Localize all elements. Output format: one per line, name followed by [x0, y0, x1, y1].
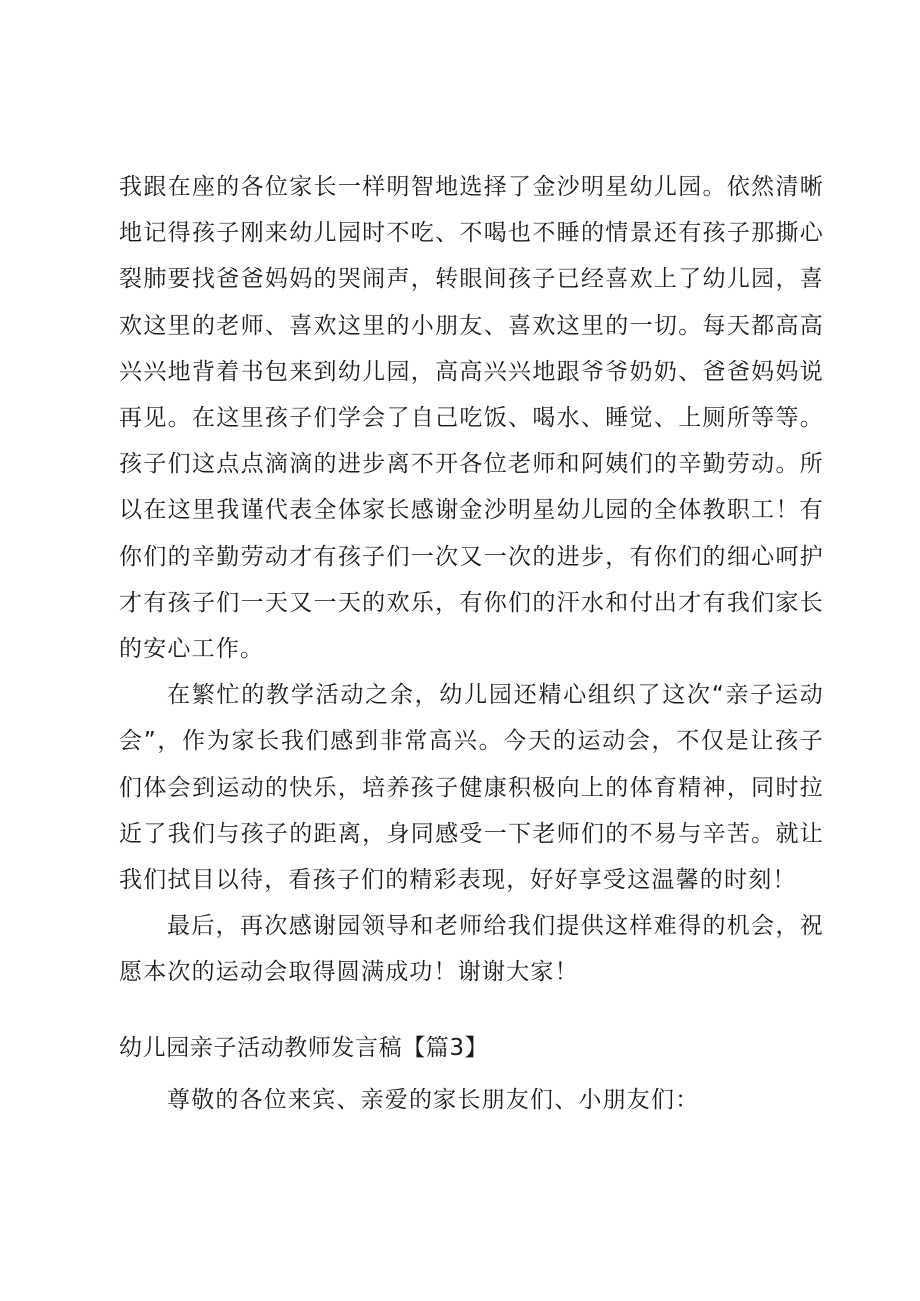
salutation-line: 尊敬的各位来宾、亲爱的家长朋友们、小朋友们： [167, 1087, 700, 1113]
paragraph-gratitude: 我跟在座的各位家长一样明智地选择了金沙明星幼儿园。依然清晰地记得孩子刚来幼儿园时不吃、不喝也不睡的情景还有孩子那撕心裂肺要找爸爸妈妈的哭闹声，转眼间孩子已经喜欢上了幼儿园，喜欢这里的老师、喜欢这里的小朋友、喜欢这里的一切。每天都高高兴兴地背着书包来到幼儿园，高高兴兴地跟爷爷奶奶、爸爸妈妈说再见。在这里孩子们学会了自己吃饭、喝水、睡觉、上厕所等等。孩子们这点点滴滴的进步离不开各位老师和阿姨们的辛勤劳动。所以在这里我谨代表全体家长感谢金沙明星幼儿园的全体教职工！有你们的辛勤劳动才有孩子们一次又一次的进步，有你们的细心呵护才有孩子们一天又一天的欢乐，有你们的汗水和付出才有我们家长的安心工作。 [119, 174, 824, 663]
paragraph-sports-day: 在繁忙的教学活动之余，幼儿园还精心组织了这次“亲子运动会”，作为家长我们感到非常高兴。今天的运动会，不仅是让孩子们体会到运动的快乐，培养孩子健康积极向上的体育精神，同时拉近了我们与孩子的距离，身同感受一下老师们的不易与辛苦。就让我们拭目以待，看孩子们的精彩表现，好好享受这温馨的时刻！ [119, 682, 824, 894]
speech-body [119, 164, 824, 996]
section-heading: 幼儿园亲子活动教师发言稿【篇3】 [119, 1035, 489, 1061]
paragraph-closing: 最后，再次感谢园领导和老师给我们提供这样难得的机会，祝愿本次的运动会取得圆满成功！谢谢大家！ [119, 913, 824, 986]
